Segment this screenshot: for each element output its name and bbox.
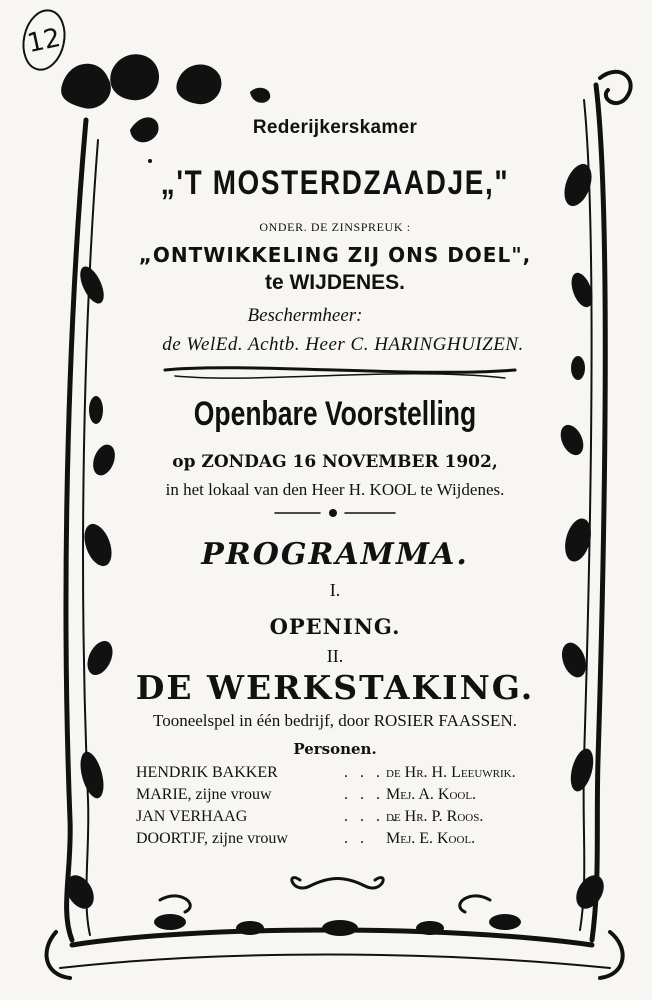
cast-heading: Personen. (293, 740, 377, 758)
cast-role: MARIE, zijne vrouw (136, 786, 272, 803)
cast-dots: . . . (344, 764, 384, 781)
cast-dots: . . . . (344, 808, 400, 825)
part1-title: OPENING. (269, 614, 401, 639)
motto-label: ONDER. DE ZINSPREUK : (259, 220, 411, 234)
cast-row (136, 830, 556, 852)
society-label: Rederijkerskamer (252, 117, 418, 138)
cast-actor: Mej. E. Kool. (386, 830, 476, 847)
cast-role: HENDRIK BAKKER (136, 764, 278, 781)
part2-title: DE WERKSTAKING. (135, 668, 535, 707)
part1-number: I. (329, 580, 341, 600)
patron-label: Beschermheer: (247, 305, 363, 326)
cast-role: JAN VERHAAG (136, 808, 248, 825)
society-name: „'T MOSTERDZAADJE," (160, 164, 510, 202)
patron-name: de WelEd. Achtb. Heer C. HARINGHUIZEN. (162, 334, 524, 355)
cast-dots: . . (344, 830, 368, 847)
cast-row (136, 808, 556, 830)
cast-row (136, 786, 556, 808)
cast-dots: . . . (344, 786, 384, 803)
cast-list (136, 764, 556, 852)
motto: „ONTWIKKELING ZIJ ONS DOEL", (138, 243, 532, 267)
cast-actor: Mej. A. Kool. (386, 786, 477, 803)
cast-actor: de Hr. P. Roos. (386, 808, 484, 825)
page-number: 12 (24, 22, 64, 60)
event-date: op ZONDAG 16 NOVEMBER 1902, (172, 452, 498, 472)
cast-role: DOORTJF, zijne vrouw (136, 830, 288, 847)
cast-actor: de Hr. H. Leeuwrik. (386, 764, 516, 781)
place: te WIJDENES. (264, 271, 406, 294)
event-title: Openbare Voorstelling (193, 395, 477, 433)
event-venue: in het lokaal van den Heer H. KOOL te Wijdenes. (165, 480, 505, 499)
programme-heading: PROGRAMMA. (201, 537, 469, 572)
part2-number: II. (326, 646, 344, 666)
part2-subtitle: Tooneelspel in één bedrijf, door ROSIER FAASSEN. (153, 711, 517, 730)
cast-row (136, 764, 556, 786)
